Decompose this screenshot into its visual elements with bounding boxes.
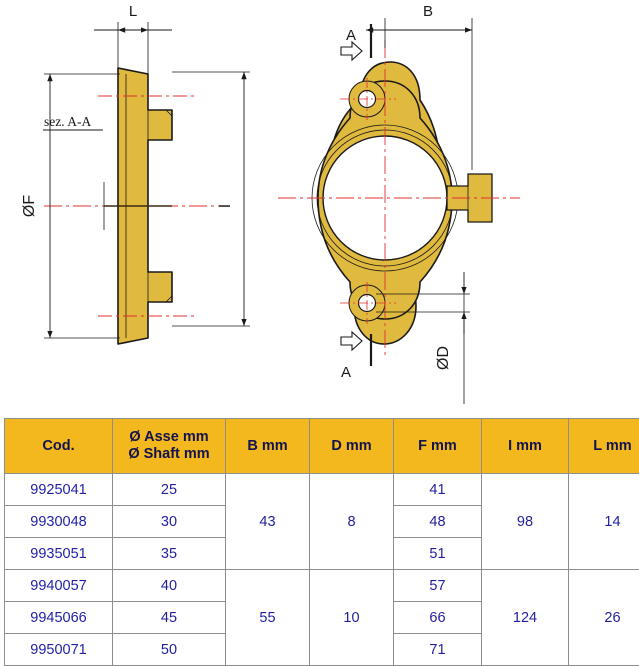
cell-shaft: 35 [113, 538, 226, 570]
header-l-line1: L mm [570, 438, 639, 455]
section-mark-a-top: A [346, 27, 356, 44]
cell-cod: 9950071 [5, 634, 113, 666]
cell-f: 41 [394, 474, 482, 506]
cell-f: 48 [394, 506, 482, 538]
cell-b: 55 [226, 570, 310, 666]
cell-f: 51 [394, 538, 482, 570]
table-header-row [5, 419, 639, 474]
header-f [394, 419, 482, 474]
header-d [310, 419, 394, 474]
section-arrow-bottom [341, 332, 371, 381]
header-i-line1: I mm [483, 438, 567, 455]
cell-cod: 9925041 [5, 474, 113, 506]
cell-l: 26 [569, 570, 639, 666]
cell-shaft: 50 [113, 634, 226, 666]
cell-shaft: 30 [113, 506, 226, 538]
cell-f: 66 [394, 602, 482, 634]
cell-i: 98 [482, 474, 569, 570]
header-b-line1: B mm [227, 438, 308, 455]
dimension-B: B [423, 3, 433, 20]
section-mark-a-bottom: A [341, 364, 351, 381]
dimension-I: I [217, 204, 234, 208]
header-f-line1: F mm [395, 438, 480, 455]
cell-i: 124 [482, 570, 569, 666]
cell-cod: 9935051 [5, 538, 113, 570]
dimension-phi-F: ØF [21, 195, 38, 217]
cell-cod: 9940057 [5, 570, 113, 602]
header-shaft-line1: Ø Asse mm [114, 429, 224, 446]
cell-shaft: 25 [113, 474, 226, 506]
specification-table-wrapper [4, 418, 635, 666]
cell-cod: 9930048 [5, 506, 113, 538]
cell-f: 57 [394, 570, 482, 602]
table-row [5, 474, 639, 506]
header-b [226, 419, 310, 474]
header-d-line1: D mm [311, 438, 392, 455]
cell-cod: 9945066 [5, 602, 113, 634]
section-view [21, 3, 250, 344]
front-view [278, 3, 520, 404]
cell-shaft: 45 [113, 602, 226, 634]
header-cod-line1: Cod. [6, 438, 111, 455]
header-l [569, 419, 639, 474]
header-cod [5, 419, 113, 474]
dimension-phi-D: ØD [435, 346, 452, 370]
header-shaft-line2: Ø Shaft mm [114, 446, 224, 463]
cell-b: 43 [226, 474, 310, 570]
cell-f: 71 [394, 634, 482, 666]
dimension-L: L [129, 3, 137, 20]
section-arrow-top [341, 24, 371, 60]
header-shaft [113, 419, 226, 474]
cell-d: 8 [310, 474, 394, 570]
cell-l: 14 [569, 474, 639, 570]
cell-shaft: 40 [113, 570, 226, 602]
cell-d: 10 [310, 570, 394, 666]
header-i [482, 419, 569, 474]
specification-table [4, 418, 639, 666]
table-row [5, 570, 639, 602]
section-label: sez. A-A [44, 114, 91, 129]
